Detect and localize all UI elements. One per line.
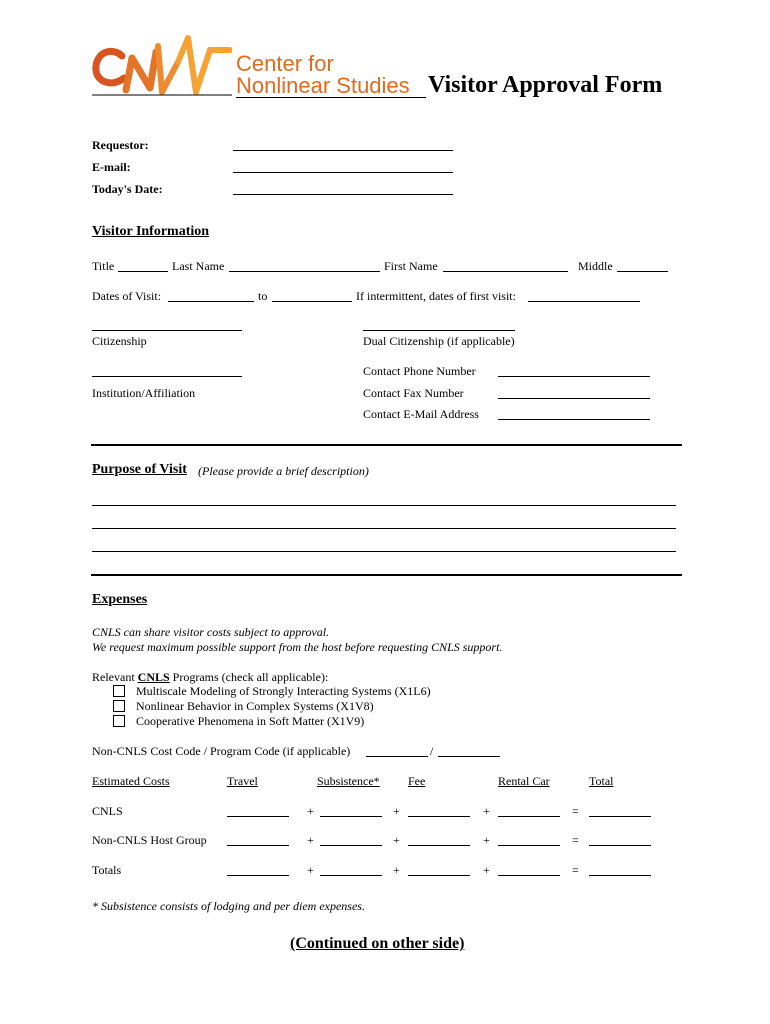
col-estimated-costs: Estimated Costs: [92, 774, 170, 788]
contact-phone-field[interactable]: [498, 365, 650, 377]
logo-text-line2: Nonlinear Studies: [236, 73, 410, 98]
first-name-field[interactable]: [443, 260, 568, 272]
cost-code-label: Non-CNLS Cost Code / Program Code (if applicable): [92, 744, 351, 758]
totals-fee-field[interactable]: [408, 864, 470, 876]
host-rental-car-field[interactable]: [498, 834, 560, 846]
expenses-note-2: We request maximum possible support from the host before requesting CNLS support.: [92, 640, 503, 654]
contact-fax-label: Contact Fax Number: [363, 386, 464, 400]
subsistence-footnote: * Subsistence consists of lodging and per diem expenses.: [92, 899, 365, 913]
row-label-host-group: Non-CNLS Host Group: [92, 833, 207, 847]
cnls-subsistence-field[interactable]: [320, 805, 382, 817]
program-label-x1l6: Multiscale Modeling of Strongly Interacting Systems (X1L6): [136, 684, 431, 698]
col-subsistence: Subsistence*: [317, 774, 380, 788]
cost-code-separator: /: [430, 744, 434, 758]
plus-sign: +: [393, 833, 400, 847]
visit-end-date-field[interactable]: [272, 290, 352, 302]
totals-travel-field[interactable]: [227, 864, 289, 876]
program-checkbox-x1v9[interactable]: [113, 715, 125, 727]
cnls-logo-graphic: [92, 32, 232, 96]
citizenship-field[interactable]: [92, 319, 242, 331]
requestor-label: Requestor:: [92, 138, 149, 152]
relevant-programs-suffix: Programs (check all applicable):: [172, 670, 329, 684]
section-divider: [91, 444, 682, 446]
citizenship-label: Citizenship: [92, 334, 147, 348]
equals-sign: =: [572, 804, 579, 818]
host-total-field[interactable]: [589, 834, 651, 846]
middle-field[interactable]: [617, 260, 668, 272]
col-total: Total: [589, 774, 614, 788]
expenses-heading: Expenses: [92, 592, 148, 607]
totals-rental-car-field[interactable]: [498, 864, 560, 876]
purpose-hint: (Please provide a brief description): [198, 464, 369, 478]
purpose-line-1[interactable]: [92, 494, 676, 506]
continued-notice: (Continued on other side): [290, 935, 465, 952]
program-label-x1v9: Cooperative Phenomena in Soft Matter (X1V9): [136, 714, 365, 728]
plus-sign: +: [307, 863, 314, 877]
program-checkbox-x1l6[interactable]: [113, 685, 125, 697]
cnls-travel-field[interactable]: [227, 805, 289, 817]
plus-sign: +: [307, 804, 314, 818]
first-visit-dates-field[interactable]: [528, 290, 640, 302]
equals-sign: =: [572, 863, 579, 877]
last-name-label: Last Name: [172, 259, 225, 273]
cost-code-field[interactable]: [366, 745, 428, 757]
dates-of-visit-label: Dates of Visit:: [92, 289, 162, 303]
first-name-label: First Name: [384, 259, 438, 273]
col-rental-car: Rental Car: [498, 774, 550, 788]
contact-phone-label: Contact Phone Number: [363, 364, 476, 378]
plus-sign: +: [483, 804, 490, 818]
relevant-programs-prefix: Relevant: [92, 670, 135, 684]
middle-label: Middle: [578, 259, 613, 273]
col-fee: Fee: [408, 774, 426, 788]
section-divider: [91, 574, 682, 576]
program-code-field[interactable]: [438, 745, 500, 757]
expenses-note-1: CNLS can share visitor costs subject to approval.: [92, 625, 330, 639]
logo-text-line1: Center for: [236, 51, 334, 76]
form-title: Visitor Approval Form: [428, 72, 663, 98]
email-label: E-mail:: [92, 160, 131, 174]
program-label-x1v8: Nonlinear Behavior in Complex Systems (X1V8): [136, 699, 374, 713]
cnls-rental-car-field[interactable]: [498, 805, 560, 817]
relevant-programs-label: [92, 670, 328, 685]
purpose-line-2[interactable]: [92, 517, 676, 529]
requestor-field[interactable]: [233, 139, 453, 151]
purpose-line-3[interactable]: [92, 540, 676, 552]
to-label: to: [258, 289, 268, 303]
plus-sign: +: [393, 863, 400, 877]
institution-field[interactable]: [92, 365, 242, 377]
program-checkbox-x1v8[interactable]: [113, 700, 125, 712]
intermittent-label: If intermittent, dates of first visit:: [356, 289, 516, 303]
row-label-totals: Totals: [92, 863, 122, 877]
dual-citizenship-field[interactable]: [363, 319, 515, 331]
dual-citizenship-label: Dual Citizenship (if applicable): [363, 334, 515, 348]
cnls-fee-field[interactable]: [408, 805, 470, 817]
host-fee-field[interactable]: [408, 834, 470, 846]
email-field[interactable]: [233, 161, 453, 173]
contact-email-label: Contact E-Mail Address: [363, 407, 479, 421]
totals-subsistence-field[interactable]: [320, 864, 382, 876]
host-travel-field[interactable]: [227, 834, 289, 846]
plus-sign: +: [307, 833, 314, 847]
title-field[interactable]: [118, 260, 168, 272]
equals-sign: =: [572, 833, 579, 847]
todays-date-label: Today's Date:: [92, 182, 163, 196]
logo-underline: [236, 97, 426, 98]
visitor-information-heading: Visitor Information: [92, 224, 210, 239]
contact-email-field[interactable]: [498, 408, 650, 420]
relevant-programs-cnls: CNLS: [137, 670, 170, 684]
host-subsistence-field[interactable]: [320, 834, 382, 846]
todays-date-field[interactable]: [233, 183, 453, 195]
plus-sign: +: [483, 833, 490, 847]
row-label-cnls: CNLS: [92, 804, 123, 818]
contact-fax-field[interactable]: [498, 387, 650, 399]
visit-start-date-field[interactable]: [168, 290, 254, 302]
last-name-field[interactable]: [229, 260, 380, 272]
totals-total-field[interactable]: [589, 864, 651, 876]
plus-sign: +: [393, 804, 400, 818]
title-label: Title: [92, 259, 115, 273]
cnls-total-field[interactable]: [589, 805, 651, 817]
plus-sign: +: [483, 863, 490, 877]
purpose-heading: Purpose of Visit: [92, 462, 187, 477]
institution-label: Institution/Affiliation: [92, 386, 196, 400]
col-travel: Travel: [227, 774, 258, 788]
